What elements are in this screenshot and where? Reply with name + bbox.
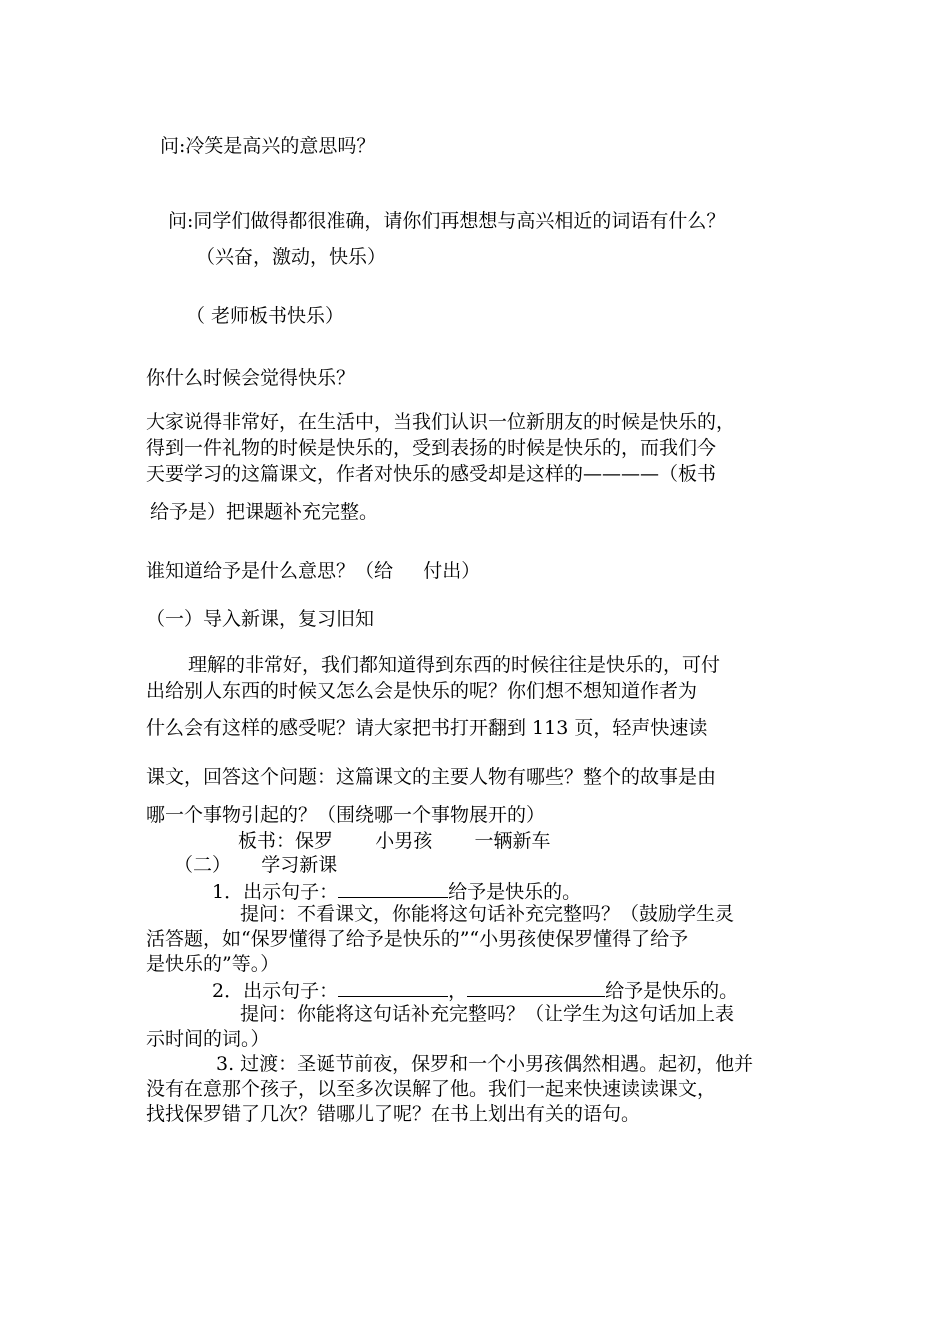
paragraph-line: 给予是）把课题补充完整。 [150, 501, 379, 523]
paragraph-line: 找找保罗错了几次？错哪儿了呢？在书上划出有关的语句。 [146, 1103, 641, 1125]
board-note: 板书：保罗 小男孩 一辆新车 [238, 830, 551, 852]
exercise-line [212, 881, 581, 902]
paragraph-line: 哪一个事物引起的？（围绕哪一个事物展开的） [146, 804, 546, 826]
paragraph-line: 谁知道给予是什么意思？（给 付出） [146, 560, 481, 582]
paragraph-line: （兴奋，激动，快乐） [196, 246, 387, 268]
exercise-comma: ， [448, 980, 468, 1002]
exercise-label: 1．出示句子： [212, 881, 339, 903]
paragraph-line: 大家说得非常好，在生活中，当我们认识一位新朋友的时候是快乐的， [146, 411, 736, 433]
paragraph-line: 活答题，如“保罗懂得了给予是快乐的”“小男孩使保罗懂得了给予 [146, 928, 689, 950]
fill-in-blank [338, 980, 448, 997]
paragraph-line: 问:同学们做得都很准确，请你们再想想与高兴相近的词语有什么？ [168, 210, 726, 232]
paragraph-line: 课文，回答这个问题：这篇课文的主要人物有哪些？整个的故事是由 [146, 766, 717, 788]
exercise-label: 2．出示句子： [212, 980, 339, 1002]
section-heading: （一）导入新课，复习旧知 [146, 608, 375, 630]
paragraph-line: 提问：不看课文，你能将这句话补充完整吗？（鼓励学生灵 [240, 903, 735, 925]
section-heading: （二） 学习新课 [174, 854, 338, 876]
paragraph-line: 得到一件礼物的时候是快乐的，受到表扬的时候是快乐的，而我们今 [146, 437, 717, 459]
exercise-line [212, 980, 738, 1001]
paragraph-line: 出给别人东西的时候又怎么会是快乐的呢？你们想不想知道作者为 [146, 680, 698, 702]
paragraph-line: 问:冷笑是高兴的意思吗？ [160, 135, 376, 157]
paragraph-line: （ 老师板书快乐） [186, 305, 345, 327]
paragraph-line: 什么会有这样的感受呢？请大家把书打开翻到 113 页，轻声快速读 [146, 717, 708, 739]
fill-in-blank [467, 980, 605, 997]
paragraph-line: 提问：你能将这句话补充完整吗？（让学生为这句话加上表 [240, 1003, 735, 1025]
paragraph-line: 天要学习的这篇课文，作者对快乐的感受却是这样的————（板书 [146, 463, 717, 485]
exercise-text: 给予是快乐的。 [448, 881, 582, 903]
paragraph-line: 3. 过渡：圣诞节前夜，保罗和一个小男孩偶然相遇。起初，他并 [216, 1053, 754, 1075]
paragraph-line: 示时间的词。） [146, 1028, 270, 1050]
paragraph-line: 你什么时候会觉得快乐？ [146, 367, 356, 389]
fill-in-blank [338, 881, 448, 898]
paragraph-line: 没有在意那个孩子，以至多次误解了他。我们一起来快速读读课文， [146, 1078, 717, 1100]
exercise-text: 给予是快乐的。 [605, 980, 739, 1002]
paragraph-line: 是快乐的”等。） [146, 953, 280, 975]
paragraph-line: 理解的非常好，我们都知道得到东西的时候往往是快乐的，可付 [188, 654, 721, 676]
